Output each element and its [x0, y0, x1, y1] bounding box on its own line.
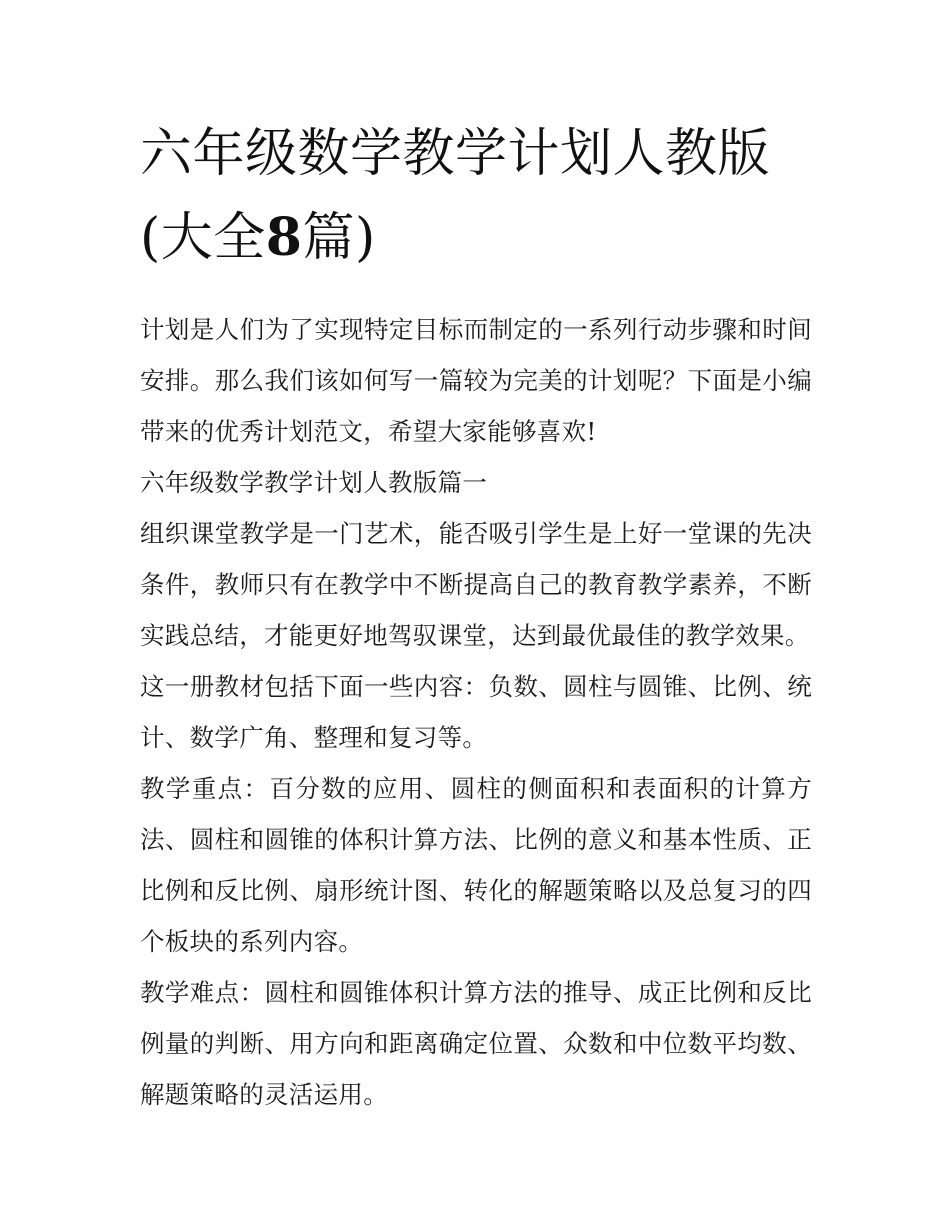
body-paragraph-4: 教学难点：圆柱和圆锥体积计算方法的推导、成正比例和反比例量的判断、用方向和距离确定位置、众数和中位数平均数、解题策略的灵活运用。 [140, 978, 812, 1109]
body-paragraph-1: 组织课堂教学是一门艺术，能否吸引学生是上好一堂课的先决条件，教师只有在教学中不断提高自己的教育教学素养，不断实践总结，才能更好地驾驭课堂，达到最优最佳的教学效果。 [140, 519, 812, 650]
document-title [140, 112, 812, 280]
intro-paragraph: 计划是人们为了实现特定目标而制定的一系列行动步骤和时间安排。那么我们该如何写一篇较为完美的计划呢？下面是小编带来的优秀计划范文，希望大家能够喜欢! [140, 315, 812, 446]
section-heading: 六年级数学教学计划人教版篇一 [140, 468, 488, 497]
title-number: 8 [265, 207, 303, 268]
title-text-part2: 篇) [302, 208, 376, 268]
document-page [140, 112, 812, 1120]
body-paragraph-2: 这一册教材包括下面一些内容：负数、圆柱与圆锥、比例、统计、数学广角、整理和复习等。 [140, 672, 812, 752]
body-paragraph-3: 教学重点：百分数的应用、圆柱的侧面积和表面积的计算方法、圆柱和圆锥的体积计算方法、比例的意义和基本性质、正比例和反比例、扇形统计图、转化的解题策略以及总复习的四个板块的系列内容。 [140, 774, 812, 956]
title-text-part1: 六年级数学教学计划人教版(大全 [140, 124, 771, 268]
